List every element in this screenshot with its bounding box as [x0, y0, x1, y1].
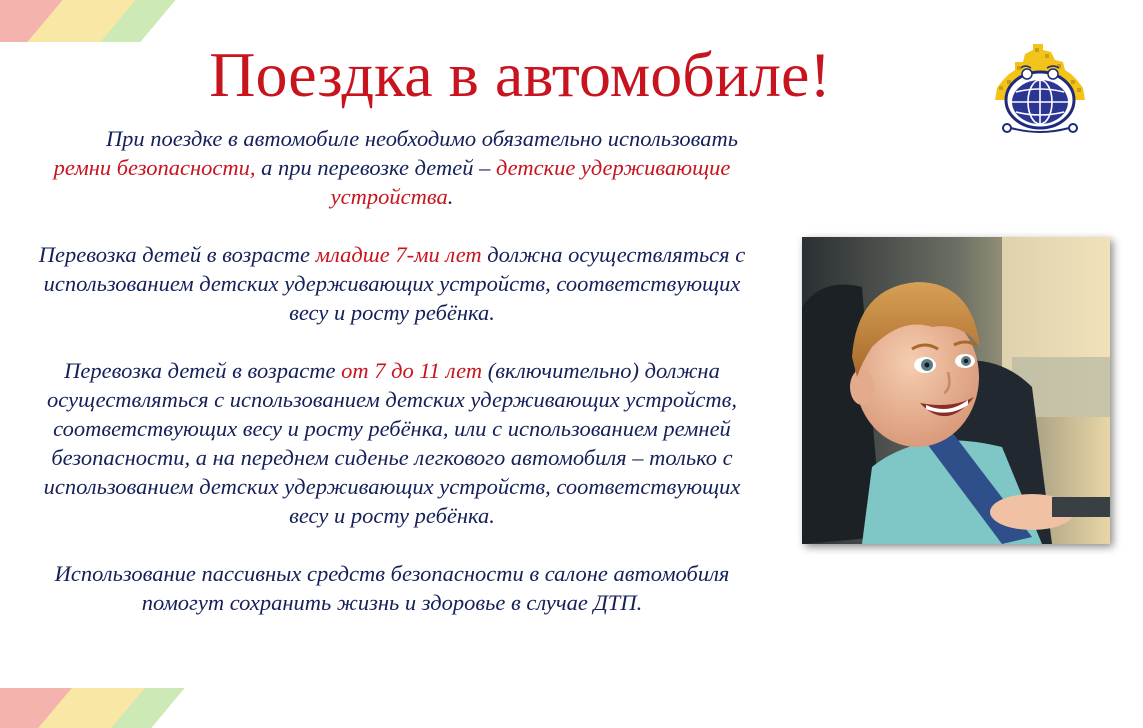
- page-title: Поездка в автомобиле!: [209, 39, 831, 110]
- paragraph-seatbelts: При поездке в автомобиле необходимо обязательно использовать ремни безопасности, а при перевозке детей – детские удерживающие устройства.: [53, 126, 739, 209]
- organization-emblem-globe-icon: [985, 40, 1095, 140]
- child-in-car-seat-photo: [802, 237, 1110, 544]
- photo-illustration: [802, 237, 1110, 544]
- paragraph-passive-safety: Использование пассивных средств безопасности в салоне автомобиля помогут сохранить жизнь и здоровье в случае ДТП.: [54, 561, 730, 615]
- highlight-7-to-11: от 7 до 11 лет: [341, 358, 483, 383]
- highlight-under-7: младше 7-ми лет: [315, 242, 482, 267]
- highlight-child-restraints: детские удерживающие устройства: [330, 155, 731, 209]
- paragraph-under-7: Перевозка детей в возрасте младше 7-ми лет должна осуществляться с использованием детских удерживающих устройств, соответствующих весу и росту ребёнка.: [38, 242, 746, 325]
- body-text: [22, 124, 762, 646]
- paragraph-7-to-11: Перевозка детей в возрасте от 7 до 11 лет (включительно) должна осуществляться с использованием детских удерживающих устройств, соответствующих весу и росту ребёнка, или с использованием ремней безопасности, а на переднем сиденье легкового автомобиля – только с использованием детских удерживающих устройств, соответствующих весу и росту ребёнка.: [43, 358, 741, 528]
- highlight-seatbelts: ремни безопасности,: [53, 155, 256, 180]
